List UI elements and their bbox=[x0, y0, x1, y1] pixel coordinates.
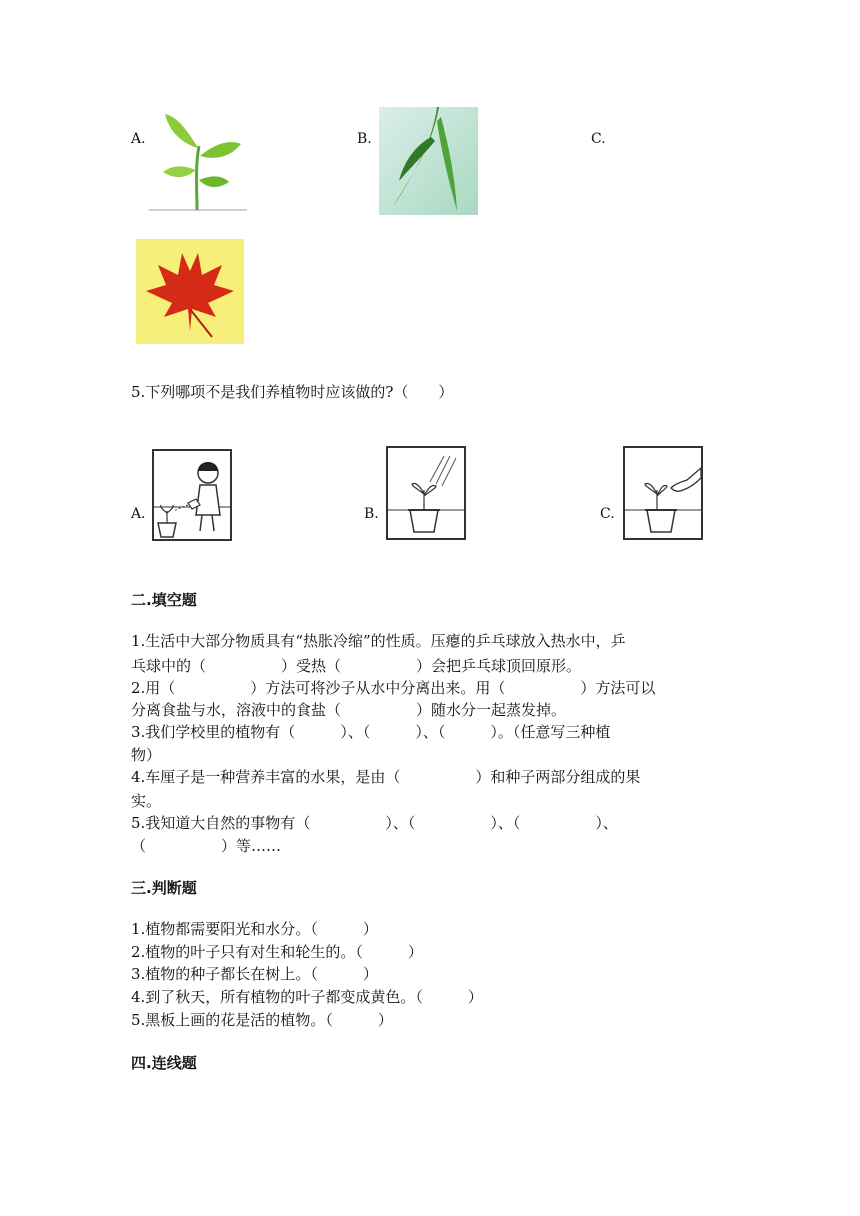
q5-option-a-label: A. bbox=[131, 506, 146, 522]
fill-blank-line: 物） bbox=[131, 746, 162, 764]
fill-blank-line: （ ）等…… bbox=[131, 837, 282, 855]
red-maple-leaf-image bbox=[136, 239, 244, 344]
true-false-item: 2.植物的叶子只有对生和轮生的。（ ） bbox=[131, 943, 423, 961]
fill-blank-line: 3.我们学校里的植物有（ ）、（ ）、（ ）。（任意写三种植 bbox=[131, 723, 611, 741]
fill-blank-line: 4.车厘子是一种营养丰富的水果，是由（ ）和种子两部分组成的果 bbox=[131, 768, 641, 786]
q4-option-b-label: B. bbox=[357, 131, 372, 147]
true-false-item: 4.到了秋天，所有植物的叶子都变成黄色。（ ） bbox=[131, 988, 483, 1006]
girl-watering-plant-image bbox=[152, 449, 232, 541]
q5-option-c-label: C. bbox=[600, 506, 615, 522]
true-false-item: 5.黑板上画的花是活的植物。（ ） bbox=[131, 1011, 393, 1029]
fill-blank-line: 乓球中的（ ）受热（ ）会把乒乓球顶回原形。 bbox=[131, 657, 582, 675]
q4-option-c-label: C. bbox=[591, 131, 606, 147]
green-sprout-image bbox=[145, 108, 249, 214]
true-false-item: 3.植物的种子都长在树上。（ ） bbox=[131, 965, 378, 983]
hand-pulling-plant-image bbox=[623, 446, 703, 540]
fill-blank-line: 2.用（ ）方法可将沙子从水中分离出来。用（ ）方法可以 bbox=[131, 679, 656, 697]
section-3-title: 三.判断题 bbox=[131, 879, 197, 897]
bamboo-leaves-image bbox=[379, 107, 478, 215]
true-false-item: 1.植物都需要阳光和水分。（ ） bbox=[131, 920, 378, 938]
fill-blank-line: 1.生活中大部分物质具有“热胀冷缩”的性质。压瘪的乒乓球放入热水中，乒 bbox=[131, 632, 626, 650]
section-4-title: 四.连线题 bbox=[131, 1054, 197, 1072]
section-2-title: 二.填空题 bbox=[131, 591, 197, 609]
fill-blank-line: 实。 bbox=[131, 792, 162, 810]
plant-in-sunlight-image bbox=[386, 446, 466, 540]
fill-blank-line: 5.我知道大自然的事物有（ ）、（ ）、（ ）、 bbox=[131, 814, 618, 832]
question-5-text: 5.下列哪项不是我们养植物时应该做的?（ ） bbox=[131, 383, 454, 401]
q4-option-a-label: A. bbox=[131, 131, 146, 147]
q5-option-b-label: B. bbox=[364, 506, 379, 522]
fill-blank-line: 分离食盐与水，溶液中的食盐（ ）随水分一起蒸发掉。 bbox=[131, 701, 567, 719]
